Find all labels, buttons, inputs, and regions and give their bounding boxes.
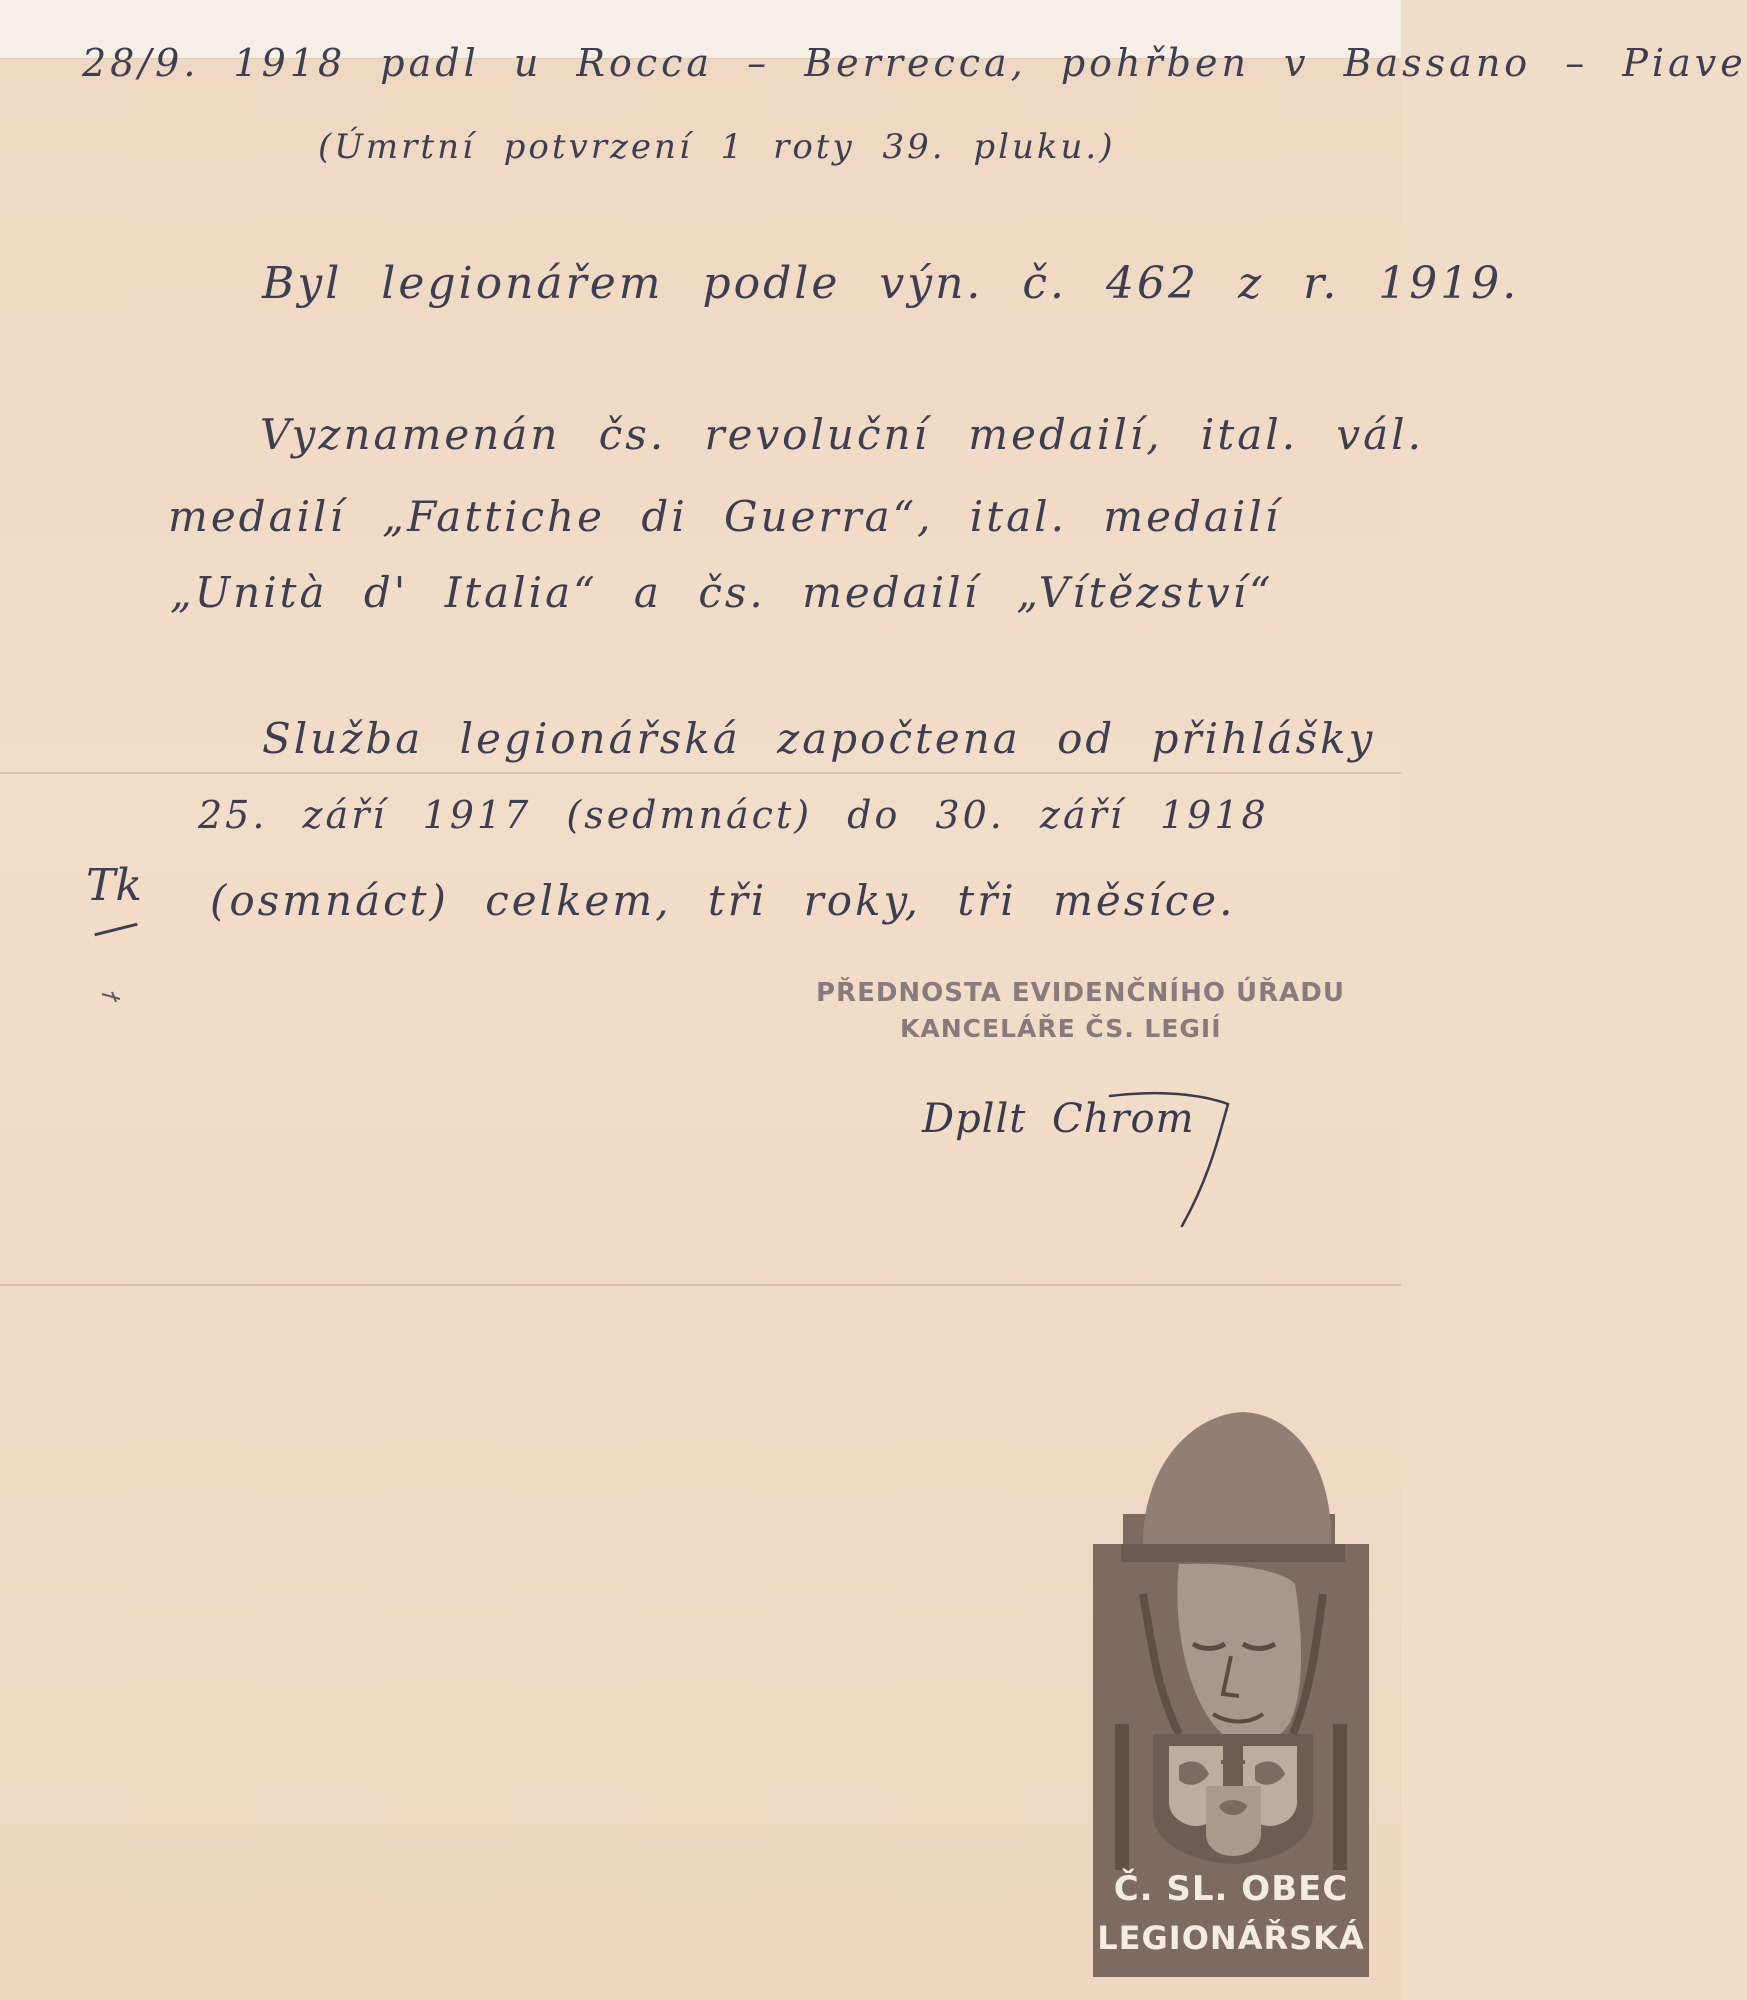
death-confirmation-line: (Úmrtní potvrzení 1 roty 39. pluku.) (318, 127, 1116, 167)
legionnaire-status-line: Byl legionářem podle výn. č. 462 z r. 1919. (262, 258, 1520, 309)
office-stamp-line-1: PŘEDNOSTA EVIDENČNÍHO ÚŘADU (816, 978, 1345, 1008)
service-line-3: (osmnáct) celkem, tři roky, tři měsíce. (210, 876, 1236, 925)
initials-underline (94, 923, 137, 937)
decorations-line-2: medailí „Fattiche di Guerra“, ital. medailí (168, 492, 1282, 541)
service-line-1: Služba legionářská započtena od přihlášky (262, 714, 1376, 763)
margin-initials: Tk (86, 860, 143, 911)
decorations-line-3: „Unità d' Italia“ a čs. medailí „Vítězství“ (170, 568, 1274, 617)
fold-line-upper (0, 772, 1401, 774)
fold-line-lower (0, 1284, 1401, 1286)
office-stamp-line-2: KANCELÁŘE ČS. LEGIÍ (900, 1014, 1222, 1043)
logo-text-line-1: Č. SL. OBEC (1113, 1869, 1349, 1909)
death-record-line: 28/9. 1918 padl u Rocca – Berrecca, pohřben v Bassano – Piave (82, 41, 1747, 85)
service-line-2: 25. září 1917 (sedmnáct) do 30. září 1918 (198, 793, 1269, 837)
signature-flourish (1080, 1060, 1240, 1230)
official-signature: Dpllt Chrom (922, 1096, 1195, 1142)
decorations-line-1: Vyznamenán čs. revoluční medailí, ital. vál. (260, 410, 1424, 459)
logo-text-line-2: LEGIONÁŘSKÁ (1097, 1919, 1365, 1957)
legion-association-logo (1083, 1394, 1379, 1977)
stray-pen-mark (100, 990, 124, 1006)
